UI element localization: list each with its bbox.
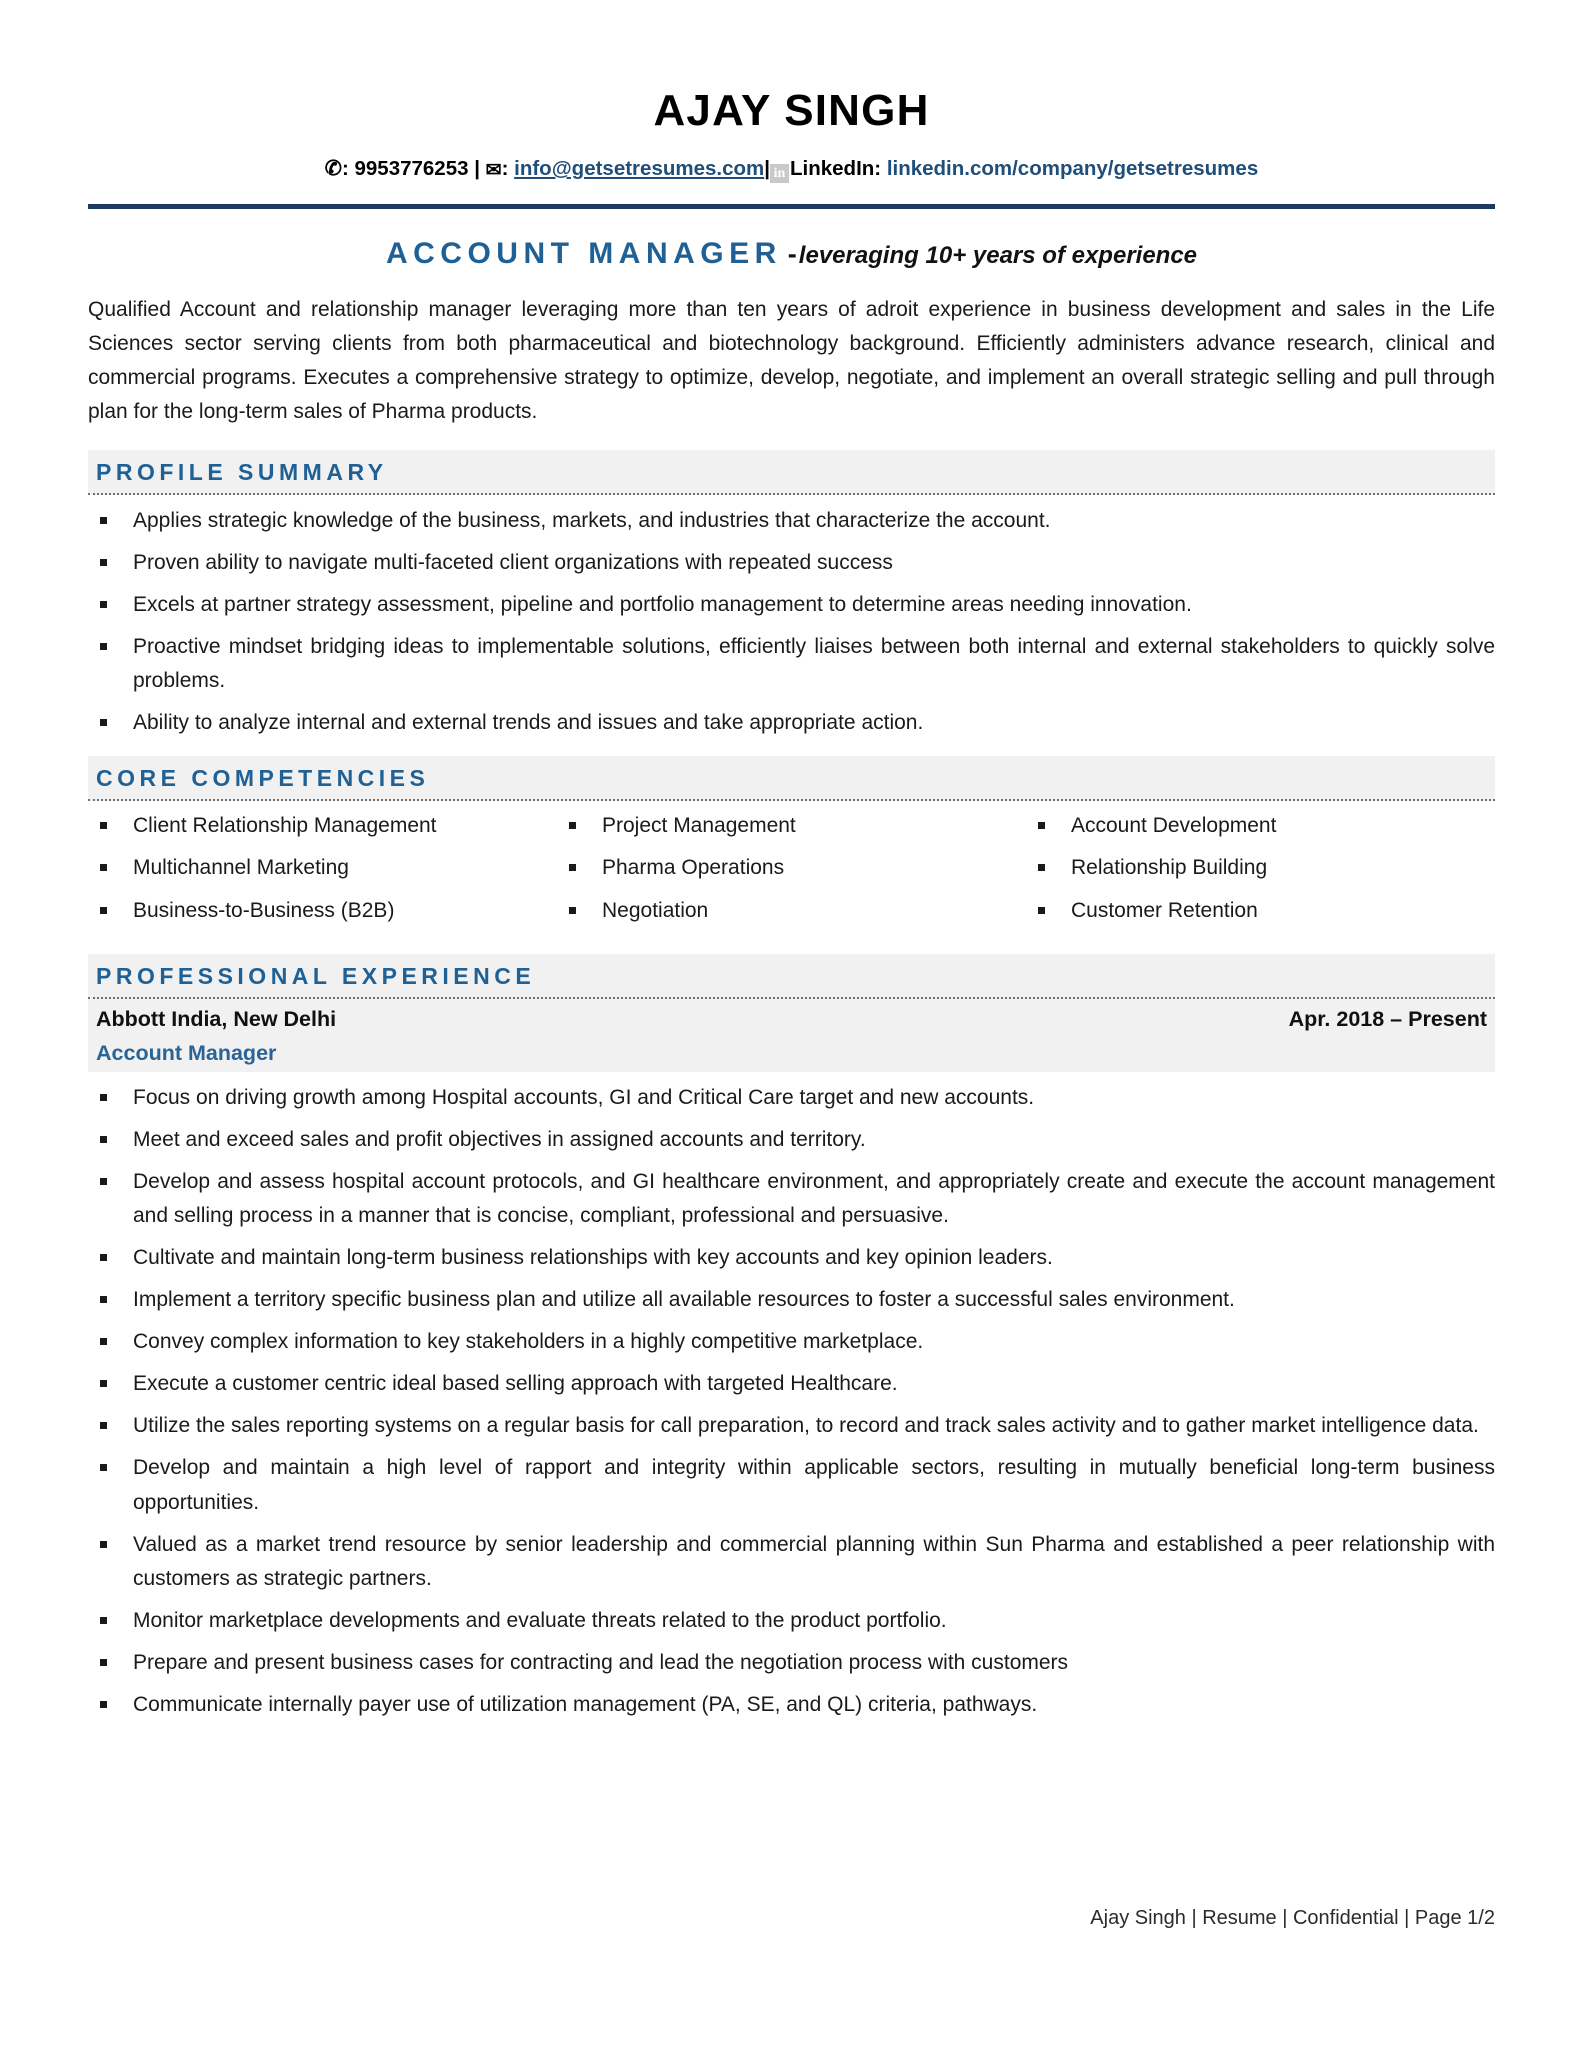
linkedin-link[interactable]: linkedin.com/company/getsetresumes bbox=[886, 157, 1259, 181]
email-colon: : bbox=[501, 157, 509, 181]
envelope-icon: ✉ bbox=[485, 160, 502, 182]
list-item: Ability to analyze internal and external trends and issues and take appropriate action. bbox=[88, 706, 1495, 740]
section-header-profile-summary bbox=[88, 450, 1495, 495]
experience-entry-header bbox=[88, 999, 1495, 1072]
linkedin-label: LinkedIn: bbox=[790, 157, 882, 181]
experience-company-row bbox=[96, 1007, 1487, 1032]
core-competencies-grid bbox=[88, 811, 1495, 938]
job-title: Account Manager bbox=[96, 1041, 277, 1066]
list-item: Project Management bbox=[557, 811, 1026, 841]
list-item: Applies strategic knowledge of the business, markets, and industries that characterize the account. bbox=[88, 504, 1495, 538]
list-item: Business-to-Business (B2B) bbox=[88, 896, 557, 926]
contact-line bbox=[88, 156, 1495, 184]
role-headline bbox=[88, 237, 1495, 271]
phone-icon: ✆ bbox=[324, 157, 342, 181]
list-item: Develop and assess hospital account protocols, and GI healthcare environment, and appropriately create and execute the account management and selling process in a manner that is concise, compliant, professional and persuasive. bbox=[88, 1165, 1495, 1233]
list-item: Multichannel Marketing bbox=[88, 853, 557, 883]
list-item: Excels at partner strategy assessment, pipeline and portfolio management to determine areas needing innovation. bbox=[88, 588, 1495, 622]
page-title: AJAY SINGH bbox=[653, 86, 930, 135]
page-footer: Ajay Singh | Resume | Confidential | Page 1/2 bbox=[1090, 1907, 1495, 1929]
list-item: Pharma Operations bbox=[557, 853, 1026, 883]
list-item: Meet and exceed sales and profit objectives in assigned accounts and territory. bbox=[88, 1123, 1495, 1157]
role-subtitle: leveraging 10+ years of experience bbox=[798, 241, 1198, 269]
contact-separator-1: | bbox=[474, 157, 480, 181]
experience-bullet-list bbox=[88, 1081, 1495, 1721]
phone-colon: : bbox=[341, 157, 355, 181]
list-item: Proven ability to navigate multi-faceted client organizations with repeated success bbox=[88, 546, 1495, 580]
list-item: Develop and maintain a high level of rapport and integrity within applicable sectors, resulting in mutually beneficial long-term business opportunities. bbox=[88, 1451, 1495, 1519]
employment-dates: Apr. 2018 – Present bbox=[1288, 1007, 1487, 1032]
header-divider bbox=[88, 204, 1495, 209]
profile-summary-list bbox=[88, 504, 1495, 740]
section-header-professional-experience bbox=[88, 954, 1495, 999]
list-item: Convey complex information to key stakeholders in a highly competitive marketplace. bbox=[88, 1325, 1495, 1359]
list-item: Relationship Building bbox=[1026, 853, 1495, 883]
list-item: Communicate internally payer use of utilization management (PA, SE, and QL) criteria, pathways. bbox=[88, 1688, 1495, 1722]
list-item: Customer Retention bbox=[1026, 896, 1495, 926]
section-title: CORE COMPETENCIES bbox=[96, 765, 430, 792]
competency-column-2 bbox=[557, 811, 1026, 938]
list-item: Negotiation bbox=[557, 896, 1026, 926]
list-item: Valued as a market trend resource by senior leadership and commercial planning within Sun Pharma and established a peer relationship with customers as strategic partners. bbox=[88, 1528, 1495, 1596]
phone-number[interactable]: 9953776253 bbox=[354, 157, 469, 181]
linkedin-icon: in bbox=[770, 164, 789, 183]
list-item: Implement a territory specific business plan and utilize all available resources to foster a successful sales environment. bbox=[88, 1283, 1495, 1317]
company-name: Abbott India, New Delhi bbox=[96, 1007, 337, 1032]
competency-column-1 bbox=[88, 811, 557, 938]
contact-separator-2: | bbox=[764, 157, 770, 181]
list-item: Monitor marketplace developments and evaluate threats related to the product portfolio. bbox=[88, 1604, 1495, 1638]
email-link[interactable]: info@getsetresumes.com bbox=[514, 157, 765, 181]
list-item: Prepare and present business cases for contracting and lead the negotiation process with customers bbox=[88, 1646, 1495, 1680]
professional-summary: Qualified Account and relationship manager leveraging more than ten years of adroit experience in business development and sales in the Life Sciences sector serving clients from both pharmaceutical and biotechnology background. Efficiently administers advance research, clinical and commercial programs. Executes a comprehensive strategy to optimize, develop, negotiate, and implement an overall strategic selling and pull through plan for the long-term sales of Pharma products. bbox=[88, 297, 1495, 423]
section-title: PROFILE SUMMARY bbox=[96, 458, 388, 485]
list-item: Utilize the sales reporting systems on a regular basis for call preparation, to record and track sales activity and to gather market intelligence data. bbox=[88, 1409, 1495, 1443]
section-title: PROFESSIONAL EXPERIENCE bbox=[96, 963, 536, 990]
list-item: Focus on driving growth among Hospital accounts, GI and Critical Care target and new accounts. bbox=[88, 1081, 1495, 1115]
list-item: Account Development bbox=[1026, 811, 1495, 841]
list-item: Proactive mindset bridging ideas to implementable solutions, efficiently liaises between both internal and external stakeholders to quickly solve problems. bbox=[88, 630, 1495, 698]
role-title: ACCOUNT MANAGER bbox=[385, 236, 782, 270]
list-item: Execute a customer centric ideal based selling approach with targeted Healthcare. bbox=[88, 1367, 1495, 1401]
role-dash: - bbox=[787, 238, 797, 269]
section-header-core-competencies bbox=[88, 756, 1495, 801]
list-item: Client Relationship Management bbox=[88, 811, 557, 841]
competency-column-3 bbox=[1026, 811, 1495, 938]
list-item: Cultivate and maintain long-term business relationships with key accounts and key opinion leaders. bbox=[88, 1241, 1495, 1275]
